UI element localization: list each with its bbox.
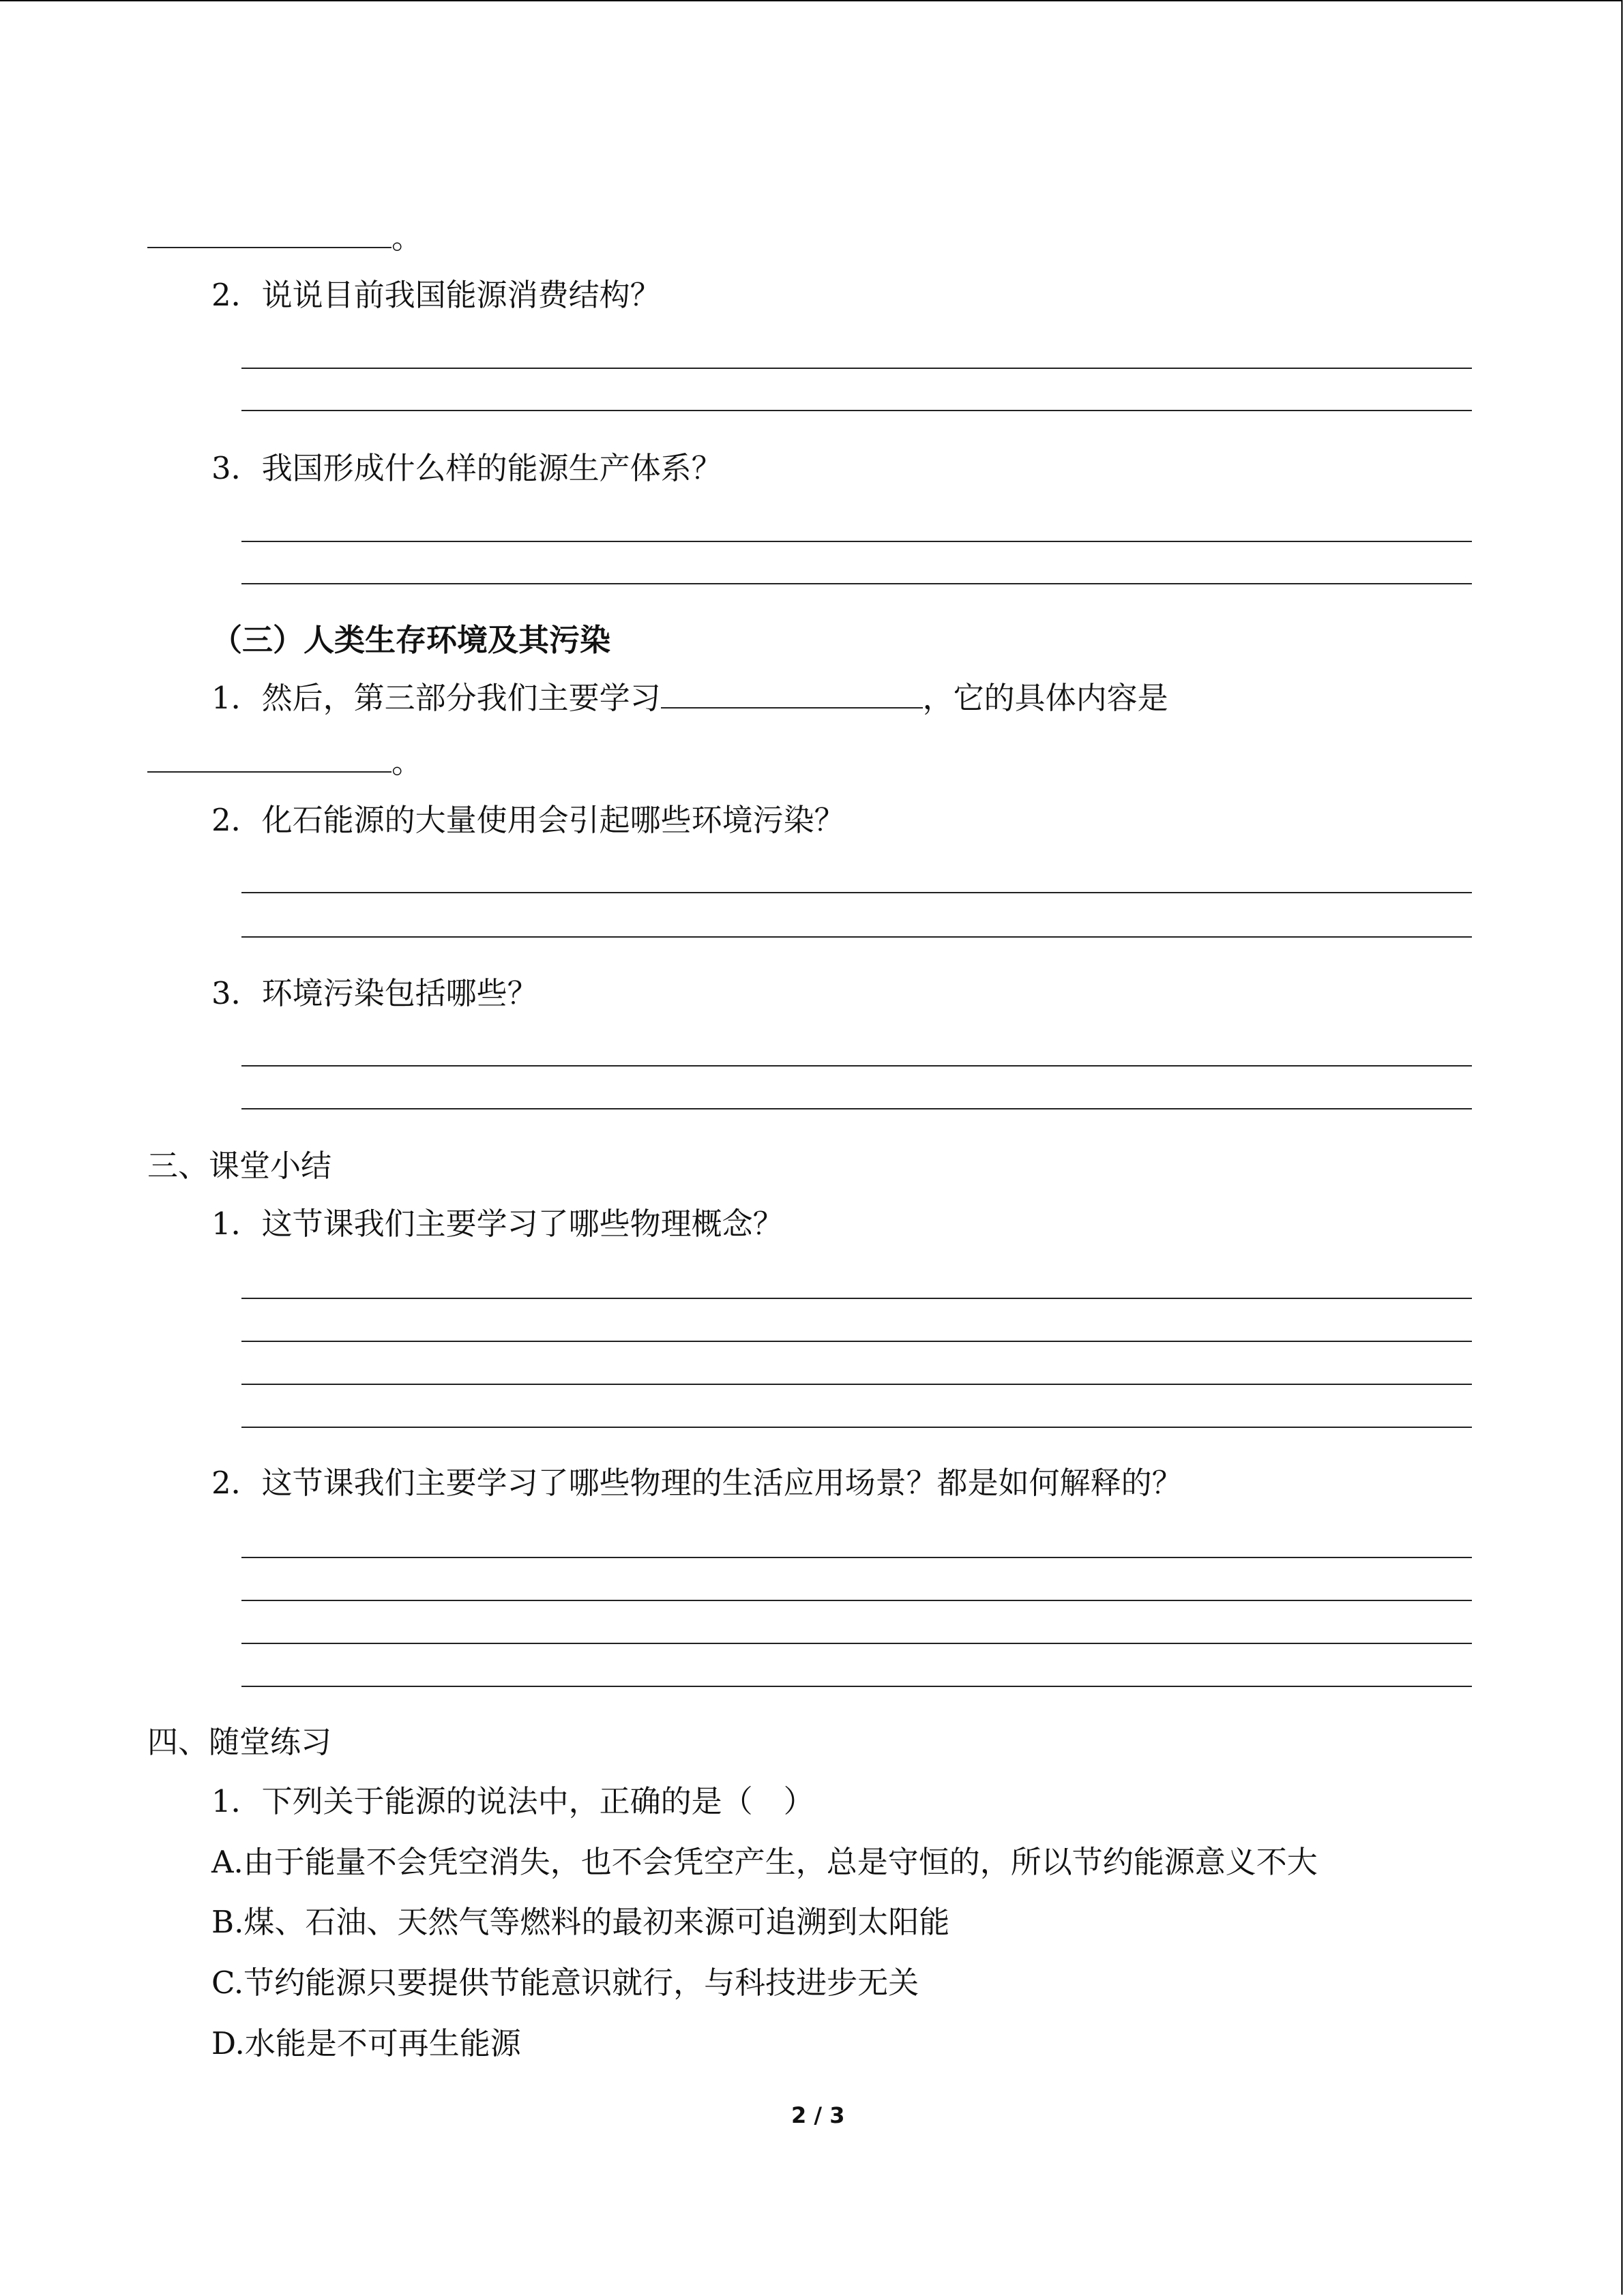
answer-line[interactable] (241, 1108, 1472, 1109)
question-physics-concepts: 1．这节课我们主要学习了哪些物理概念？ (211, 1206, 784, 1242)
answer-line[interactable] (241, 1384, 1472, 1385)
answer-line[interactable] (241, 1686, 1472, 1687)
question-energy-production-system: 3．我国形成什么样的能源生产体系？ (211, 450, 722, 486)
question-physics-applications: 2．这节课我们主要学习了哪些物理的生活应用场景？都是如何解释的？ (211, 1465, 1183, 1501)
option-a[interactable]: A.由于能量不会凭空消失，也不会凭空产生，总是守恒的，所以节约能源意义不大 (211, 1844, 1318, 1880)
question-part3-content: 1．然后，第三部分我们主要学习 ，它的具体内容是 (211, 680, 1168, 716)
answer-blank-line[interactable] (661, 680, 923, 709)
answer-line[interactable] (241, 541, 1472, 542)
answer-line[interactable] (241, 936, 1472, 938)
section-heading-summary: 三、课堂小结 (147, 1148, 332, 1184)
answer-line[interactable] (241, 892, 1472, 893)
option-c[interactable]: C.节约能源只要提供节能意识就行，与科技进步无关 (211, 1965, 919, 2001)
question-fossil-pollution: 2．化石能源的大量使用会引起哪些环境污染？ (211, 802, 845, 838)
answer-line[interactable] (241, 583, 1472, 584)
question-energy-statement: 1．下列关于能源的说法中，正确的是（ ） (211, 1783, 814, 1819)
page-number: 2 / 3 (791, 2102, 845, 2128)
question-pollution-types: 3．环境污染包括哪些？ (211, 975, 538, 1011)
option-d[interactable]: D.水能是不可再生能源 (211, 2025, 521, 2061)
answer-line[interactable] (241, 1427, 1472, 1428)
answer-line[interactable] (241, 1643, 1472, 1644)
answer-line[interactable] (241, 1341, 1472, 1342)
option-b[interactable]: B.煤、石油、天然气等燃料的最初来源可追溯到太阳能 (211, 1904, 950, 1940)
section-heading-practice: 四、随堂练习 (147, 1724, 332, 1760)
answer-line[interactable] (241, 368, 1472, 369)
answer-line[interactable] (241, 1065, 1472, 1067)
answer-line[interactable] (241, 410, 1472, 411)
answer-blank-line[interactable]: 。 (147, 220, 422, 256)
section-heading-environment: （三）人类生存环境及其污染 (211, 622, 611, 658)
answer-line[interactable] (241, 1600, 1472, 1601)
answer-line[interactable] (241, 1298, 1472, 1299)
question-energy-consumption-structure: 2．说说目前我国能源消费结构？ (211, 277, 661, 313)
answer-line[interactable] (241, 1557, 1472, 1558)
answer-blank-line[interactable]: 。 (147, 744, 422, 781)
